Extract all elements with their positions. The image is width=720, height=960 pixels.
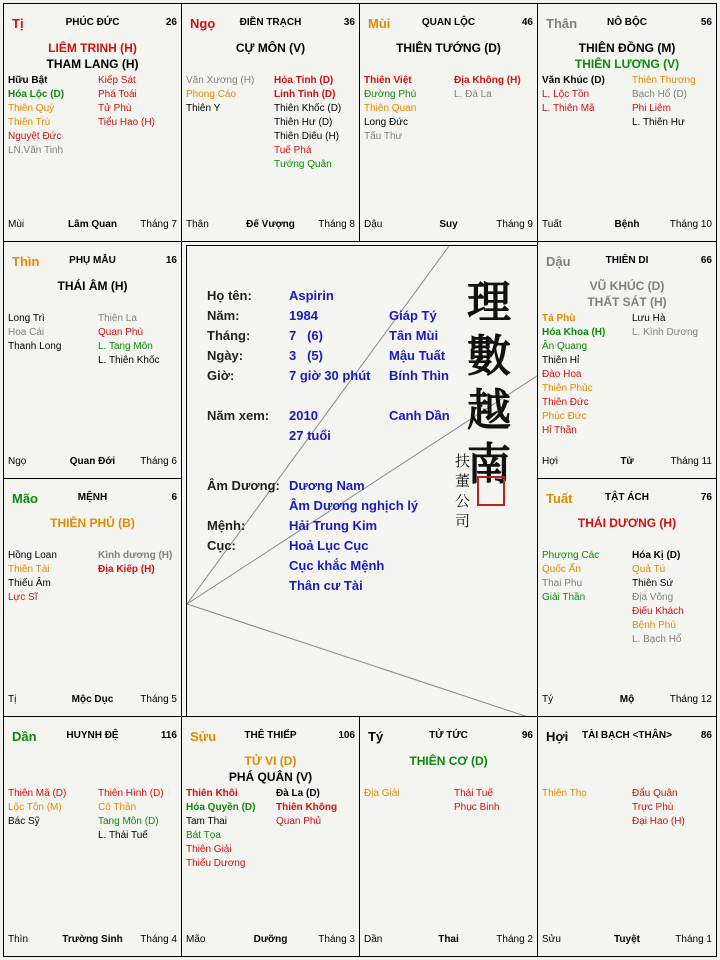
minor-stars-right <box>632 312 698 340</box>
cuc-note: Cục khắc Mệnh <box>289 558 385 573</box>
palace-cell-thin <box>3 241 182 479</box>
footer-month: Tháng 10 <box>669 219 712 230</box>
minor-stars-left <box>364 74 416 144</box>
calligraphy-logo <box>455 276 537 530</box>
view-year-label: Năm xem: <box>207 408 270 423</box>
main-star: THAM LANG (H) <box>46 57 139 71</box>
palace-name: MỆNH <box>77 492 108 503</box>
minor-star: L. Thiên Khốc <box>98 355 160 366</box>
main-star: TỬ VI (D) <box>244 754 297 768</box>
footer-branch: Tý <box>542 694 554 705</box>
palace-number: 76 <box>700 492 712 503</box>
minor-star: L. Thiên Mã <box>542 103 595 114</box>
palace-number: 36 <box>343 17 355 28</box>
minor-star: Đẩu Quân <box>632 788 678 799</box>
hour-value: 7 giờ 30 phút <box>289 368 371 383</box>
minor-star: Đào Hoa <box>542 369 582 380</box>
minor-star: Điếu Khách <box>632 606 684 617</box>
minor-star: Thiên Thọ <box>542 788 587 799</box>
day-value: 3 (5) <box>289 348 323 363</box>
palace-number: 56 <box>700 17 712 28</box>
calligraphy-side-3: 公 <box>455 492 471 510</box>
minor-stars-right <box>98 74 155 130</box>
minor-star: Long Đức <box>364 117 408 128</box>
minor-stars-right <box>454 74 521 102</box>
footer-branch: Ngọ <box>8 456 27 467</box>
palace-footer <box>186 934 355 948</box>
minor-star: Thiên Hư (D) <box>274 117 333 128</box>
minor-star: Phong Cáo <box>186 89 237 100</box>
minor-stars-right <box>632 787 685 829</box>
red-seal-stamp <box>477 476 505 506</box>
palace-header <box>8 491 177 507</box>
minor-star: Thiên Sứ <box>632 578 674 589</box>
branch-label: Mão <box>12 491 38 506</box>
calligraphy-char-4: 南 <box>467 439 511 490</box>
palace-name: THÊ THIẾP <box>244 730 297 741</box>
palace-number: 66 <box>700 255 712 266</box>
footer-branch: Mùi <box>8 219 25 230</box>
menh-value: Hải Trung Kim <box>289 518 378 533</box>
footer-month: Tháng 8 <box>318 219 355 230</box>
palace-header <box>8 16 177 32</box>
footer-phase: Mộc Dục <box>71 694 114 705</box>
palace-footer <box>8 694 177 708</box>
palace-name: PHÚC ĐỨC <box>65 17 120 28</box>
palace-name: PHỤ MẪU <box>69 255 116 266</box>
minor-star: Thiếu Âm <box>8 578 51 589</box>
day-label: Ngày: <box>207 348 244 363</box>
branch-label: Thìn <box>12 254 40 269</box>
palace-footer <box>186 219 355 233</box>
footer-month: Tháng 11 <box>670 456 712 467</box>
palace-name: TÀI BẠCH <THÂN> <box>581 730 672 741</box>
minor-star: Long Trì <box>8 313 45 324</box>
year-can: Giáp Tý <box>389 308 437 323</box>
minor-star: Thiên Đức <box>542 397 589 408</box>
minor-star: Tướng Quân <box>274 159 332 170</box>
main-star: LIÊM TRINH (H) <box>48 41 137 55</box>
minor-stars-left <box>8 549 57 605</box>
footer-phase: Tuyệt <box>614 934 640 945</box>
palace-header <box>542 16 712 32</box>
palace-name: HUYNH ĐỆ <box>66 730 119 741</box>
palace-cell-hoi <box>537 716 717 957</box>
minor-stars-right <box>98 312 160 368</box>
minor-star: Thái Tuế <box>454 788 493 799</box>
footer-phase: Trường Sinh <box>62 934 123 945</box>
footer-month: Tháng 1 <box>675 934 712 945</box>
palace-number: 46 <box>521 17 533 28</box>
minor-star: Bệnh Phù <box>632 620 676 631</box>
minor-stars-left <box>542 312 605 438</box>
month-label: Tháng: <box>207 328 251 343</box>
palace-number: 6 <box>171 492 177 503</box>
minor-star: Thanh Long <box>8 341 62 352</box>
palace-cell-than <box>537 3 717 242</box>
minor-star: Hoa Cái <box>8 327 45 338</box>
footer-phase: Đế Vượng <box>246 219 295 230</box>
calligraphy-side-4: 司 <box>455 512 471 530</box>
minor-stars-left <box>364 787 400 801</box>
palace-number: 26 <box>165 17 177 28</box>
day-can: Mậu Tuất <box>389 348 446 363</box>
amduong-note: Âm Dương nghịch lý <box>289 498 419 513</box>
minor-star: Văn Xương (H) <box>186 75 255 86</box>
minor-star: Tử Phù <box>98 103 132 114</box>
main-star: THIÊN PHỦ (B) <box>50 516 135 530</box>
hour-label: Giờ: <box>207 368 235 383</box>
minor-star: Tả Phù <box>542 313 576 324</box>
minor-stars-right <box>274 74 341 172</box>
minor-stars-right <box>632 74 696 130</box>
palace-footer <box>542 694 712 708</box>
palace-cell-dau <box>537 241 717 479</box>
minor-star: Thiên Hình (D) <box>98 788 164 799</box>
minor-star: Bác Sỹ <box>8 816 40 827</box>
minor-star: Thiên Y <box>186 103 221 114</box>
palace-header <box>364 16 533 32</box>
branch-label: Tị <box>12 16 24 31</box>
minor-star: Hóa Lộc (D) <box>8 89 65 100</box>
minor-star: Hồng Loan <box>8 550 57 561</box>
minor-star: Hóa Kị (D) <box>632 550 681 561</box>
name-label: Họ tên: <box>207 288 252 303</box>
minor-star: Thiên Thương <box>632 75 696 86</box>
palace-header <box>542 729 712 745</box>
minor-star: Thiên Mã (D) <box>8 788 67 799</box>
cuc-value: Hoả Lục Cục <box>289 538 369 553</box>
calligraphy-char-1: 理 <box>467 277 511 328</box>
main-star: THIÊN TƯỚNG (D) <box>396 41 501 55</box>
main-star: PHÁ QUÂN (V) <box>228 770 313 784</box>
minor-star: Hóa Khoa (H) <box>542 327 606 338</box>
branch-label: Thân <box>546 16 578 31</box>
minor-star: Phá Toái <box>98 89 137 100</box>
footer-branch: Sửu <box>542 934 561 945</box>
minor-stars-right <box>98 787 164 843</box>
minor-star: Quan Phù <box>98 327 144 338</box>
amduong-label: Âm Dương: <box>207 478 280 493</box>
minor-stars-left <box>8 312 61 354</box>
palace-number: 106 <box>338 730 355 741</box>
minor-star: Tấu Thư <box>364 131 403 142</box>
cuc-label: Cục: <box>207 538 236 553</box>
main-star: CỰ MÔN (V) <box>235 41 306 55</box>
center-info-panel <box>186 245 542 721</box>
palace-cell-mao <box>3 478 182 717</box>
view-year-value: 2010 <box>289 408 318 423</box>
minor-star: Giải Thần <box>542 592 586 603</box>
footer-branch: Dần <box>364 934 383 945</box>
footer-branch: Thân <box>186 219 209 230</box>
minor-star: L. Đà La <box>454 89 492 100</box>
footer-branch: Mão <box>186 934 206 945</box>
minor-star: Hỏa Tinh (D) <box>274 75 334 86</box>
palace-name: ĐIỀN TRẠCH <box>239 17 302 28</box>
minor-star: Thiên La <box>98 313 137 324</box>
footer-phase: Dưỡng <box>253 934 288 945</box>
palace-header <box>364 729 533 745</box>
main-star: VŨ KHÚC (D) <box>589 279 665 293</box>
palace-header <box>186 729 355 745</box>
minor-stars-left <box>542 787 587 801</box>
calligraphy-char-3: 越 <box>467 385 511 436</box>
branch-label: Sửu <box>190 729 217 744</box>
year-label: Năm: <box>207 308 240 323</box>
palace-footer <box>542 456 712 470</box>
palace-header <box>542 254 712 270</box>
minor-star: Thiên Khôi <box>186 788 238 799</box>
footer-phase: Suy <box>439 219 458 230</box>
minor-star: Hóa Quyền (D) <box>186 802 256 813</box>
minor-star: L. Tang Môn <box>98 341 153 352</box>
minor-star: Hữu Bật <box>8 75 48 86</box>
footer-branch: Hợi <box>542 456 559 467</box>
minor-star: Đường Phù <box>364 89 417 100</box>
minor-star: Cô Thần <box>98 802 137 813</box>
footer-branch: Tị <box>8 694 17 705</box>
name-value: Aspirin <box>289 288 334 303</box>
palace-cell-mui <box>359 3 538 242</box>
minor-star: L. Kình Dương <box>632 327 699 338</box>
minor-star: Địa Võng <box>632 592 674 603</box>
minor-stars-right <box>98 549 172 577</box>
minor-star: Văn Khúc (D) <box>542 75 605 86</box>
minor-stars-left <box>186 787 255 871</box>
minor-star: Địa Kiếp (H) <box>98 564 155 575</box>
minor-stars-right <box>454 787 500 815</box>
minor-star: Trực Phù <box>632 802 674 813</box>
minor-star: Ân Quang <box>542 341 588 352</box>
branch-label: Dần <box>12 729 37 744</box>
menh-label: Mệnh: <box>207 518 246 533</box>
minor-star: Lộc Tồn (M) <box>8 802 62 813</box>
amduong-value: Dương Nam <box>289 478 365 493</box>
main-star: THIÊN ĐỒNG (M) <box>578 41 676 55</box>
palace-header <box>542 491 712 507</box>
minor-stars-left <box>542 74 605 116</box>
footer-phase: Thai <box>438 934 459 945</box>
palace-header <box>8 254 177 270</box>
minor-star: Lực Sĩ <box>8 592 38 603</box>
palace-cell-tuat <box>537 478 717 717</box>
minor-star: L. Thiên Hư <box>632 117 685 128</box>
footer-month: Tháng 5 <box>140 694 177 705</box>
minor-star: Thiên Khốc (D) <box>274 103 342 114</box>
minor-star: Thiên Quan <box>364 103 417 114</box>
footer-phase: Lâm Quan <box>68 219 117 230</box>
main-star: THÁI ÂM (H) <box>57 279 128 293</box>
minor-star: Bát Tọa <box>186 830 221 841</box>
footer-branch: Thìn <box>8 934 29 945</box>
calligraphy-side-2: 董 <box>455 472 471 490</box>
calligraphy-side-1: 扶 <box>455 452 471 470</box>
palace-name: THIÊN DI <box>605 255 649 266</box>
branch-label: Hợi <box>546 729 569 744</box>
hour-can: Bính Thìn <box>389 368 449 383</box>
minor-star: L. Lộc Tồn <box>542 89 590 100</box>
age-value: 27 tuổi <box>289 428 331 443</box>
main-star: THÁI DƯƠNG (H) <box>577 516 677 530</box>
minor-star: Nguyệt Đức <box>8 131 62 142</box>
footer-branch: Tuất <box>542 219 562 230</box>
footer-month: Tháng 2 <box>496 934 533 945</box>
minor-star: Tang Môn (D) <box>98 816 159 827</box>
month-value: 7 (6) <box>289 328 323 343</box>
minor-star: Bạch Hổ (D) <box>632 89 688 100</box>
palace-cell-ty <box>359 716 538 957</box>
branch-label: Tuất <box>546 491 573 506</box>
minor-star: Thiên Việt <box>364 75 412 86</box>
footer-branch: Dậu <box>364 219 383 230</box>
footer-phase: Bệnh <box>614 219 640 230</box>
minor-star: Thiên Quý <box>8 103 55 114</box>
minor-stars-right <box>276 787 337 829</box>
palace-cell-ti <box>3 3 182 242</box>
footer-phase: Mộ <box>619 694 635 705</box>
minor-star: Đại Hao (H) <box>632 816 685 827</box>
minor-star: Phúc Đức <box>542 411 587 422</box>
minor-star: Tam Thai <box>186 816 227 827</box>
than-note: Thân cư Tài <box>289 578 363 593</box>
palace-name: NÔ BỘC <box>607 17 647 28</box>
main-star: THIÊN CƠ (D) <box>409 754 488 768</box>
main-star: THẤT SÁT (H) <box>587 295 667 309</box>
palace-footer <box>364 934 533 948</box>
minor-star: Phi Liêm <box>632 103 671 114</box>
minor-star: LN.Văn Tinh <box>8 145 64 156</box>
footer-phase: Tử <box>620 456 634 467</box>
palace-name: TỬ TỨC <box>429 730 468 741</box>
minor-star: L. Bạch Hổ <box>632 634 682 645</box>
palace-name: TẬT ÁCH <box>605 492 649 503</box>
minor-star: Đà La (D) <box>276 788 320 799</box>
footer-month: Tháng 6 <box>140 456 177 467</box>
minor-star: Thiên Trù <box>8 117 51 128</box>
minor-stars-left <box>8 74 64 158</box>
footer-month: Tháng 4 <box>140 934 177 945</box>
palace-footer <box>542 934 712 948</box>
minor-star: Thai Phụ <box>542 578 583 589</box>
minor-star: Thiếu Dương <box>186 858 246 869</box>
minor-star: Thiên Hỉ <box>542 355 580 366</box>
footer-month: Tháng 3 <box>318 934 355 945</box>
palace-header <box>186 16 355 32</box>
palace-footer <box>542 219 712 233</box>
branch-label: Dậu <box>546 254 571 269</box>
palace-footer <box>8 219 177 233</box>
minor-star: Phục Binh <box>454 802 500 813</box>
minor-star: Kiếp Sát <box>98 75 136 86</box>
month-can: Tân Mùi <box>389 328 439 343</box>
minor-stars-left <box>8 787 66 829</box>
minor-star: Thiên Giải <box>186 844 232 855</box>
minor-star: Linh Tinh (D) <box>274 89 336 100</box>
view-year-can: Canh Dần <box>389 408 450 423</box>
minor-star: Tuế Phá <box>274 145 312 156</box>
minor-star: Thiên Phúc <box>542 383 593 394</box>
main-star: THIÊN LƯƠNG (V) <box>574 57 680 71</box>
minor-star: Thiên Tài <box>8 564 50 575</box>
palace-number: 86 <box>700 730 712 741</box>
minor-star: Thiên Diêu (H) <box>274 131 340 142</box>
palace-number: 16 <box>165 255 177 266</box>
branch-label: Tý <box>368 729 384 744</box>
footer-month: Tháng 7 <box>140 219 177 230</box>
minor-star: Phượng Các <box>542 550 600 561</box>
year-value: 1984 <box>289 308 318 323</box>
minor-star: Quả Tú <box>632 564 666 575</box>
minor-stars-left <box>542 549 599 605</box>
footer-phase: Quan Đới <box>69 456 116 467</box>
minor-stars-left <box>186 74 254 116</box>
palace-name: QUAN LỘC <box>421 17 476 28</box>
footer-month: Tháng 9 <box>496 219 533 230</box>
minor-star: L. Thái Tuế <box>98 830 148 841</box>
minor-star: Địa Giải <box>364 788 400 799</box>
footer-month: Tháng 12 <box>669 694 712 705</box>
minor-star: Kình dương (H) <box>98 550 173 561</box>
palace-footer <box>8 934 177 948</box>
palace-cell-dan <box>3 716 182 957</box>
minor-stars-right <box>632 549 684 647</box>
palace-number: 96 <box>521 730 533 741</box>
calligraphy-char-2: 數 <box>467 331 511 382</box>
minor-star: Hỉ Thần <box>542 425 577 436</box>
minor-star: Lưu Hà <box>632 313 666 324</box>
palace-header <box>8 729 177 745</box>
palace-footer <box>8 456 177 470</box>
minor-star: Địa Không (H) <box>454 75 521 86</box>
branch-label: Mùi <box>368 16 391 31</box>
minor-star: Thiên Không <box>276 802 338 813</box>
minor-star: Quốc Ấn <box>542 564 581 575</box>
palace-footer <box>364 219 533 233</box>
palace-cell-ngo <box>181 3 360 242</box>
branch-label: Ngọ <box>190 16 216 31</box>
minor-star: Tiểu Hao (H) <box>98 117 155 128</box>
palace-number: 116 <box>160 730 177 741</box>
palace-cell-suu <box>181 716 360 957</box>
minor-star: Quan Phủ <box>276 816 322 827</box>
